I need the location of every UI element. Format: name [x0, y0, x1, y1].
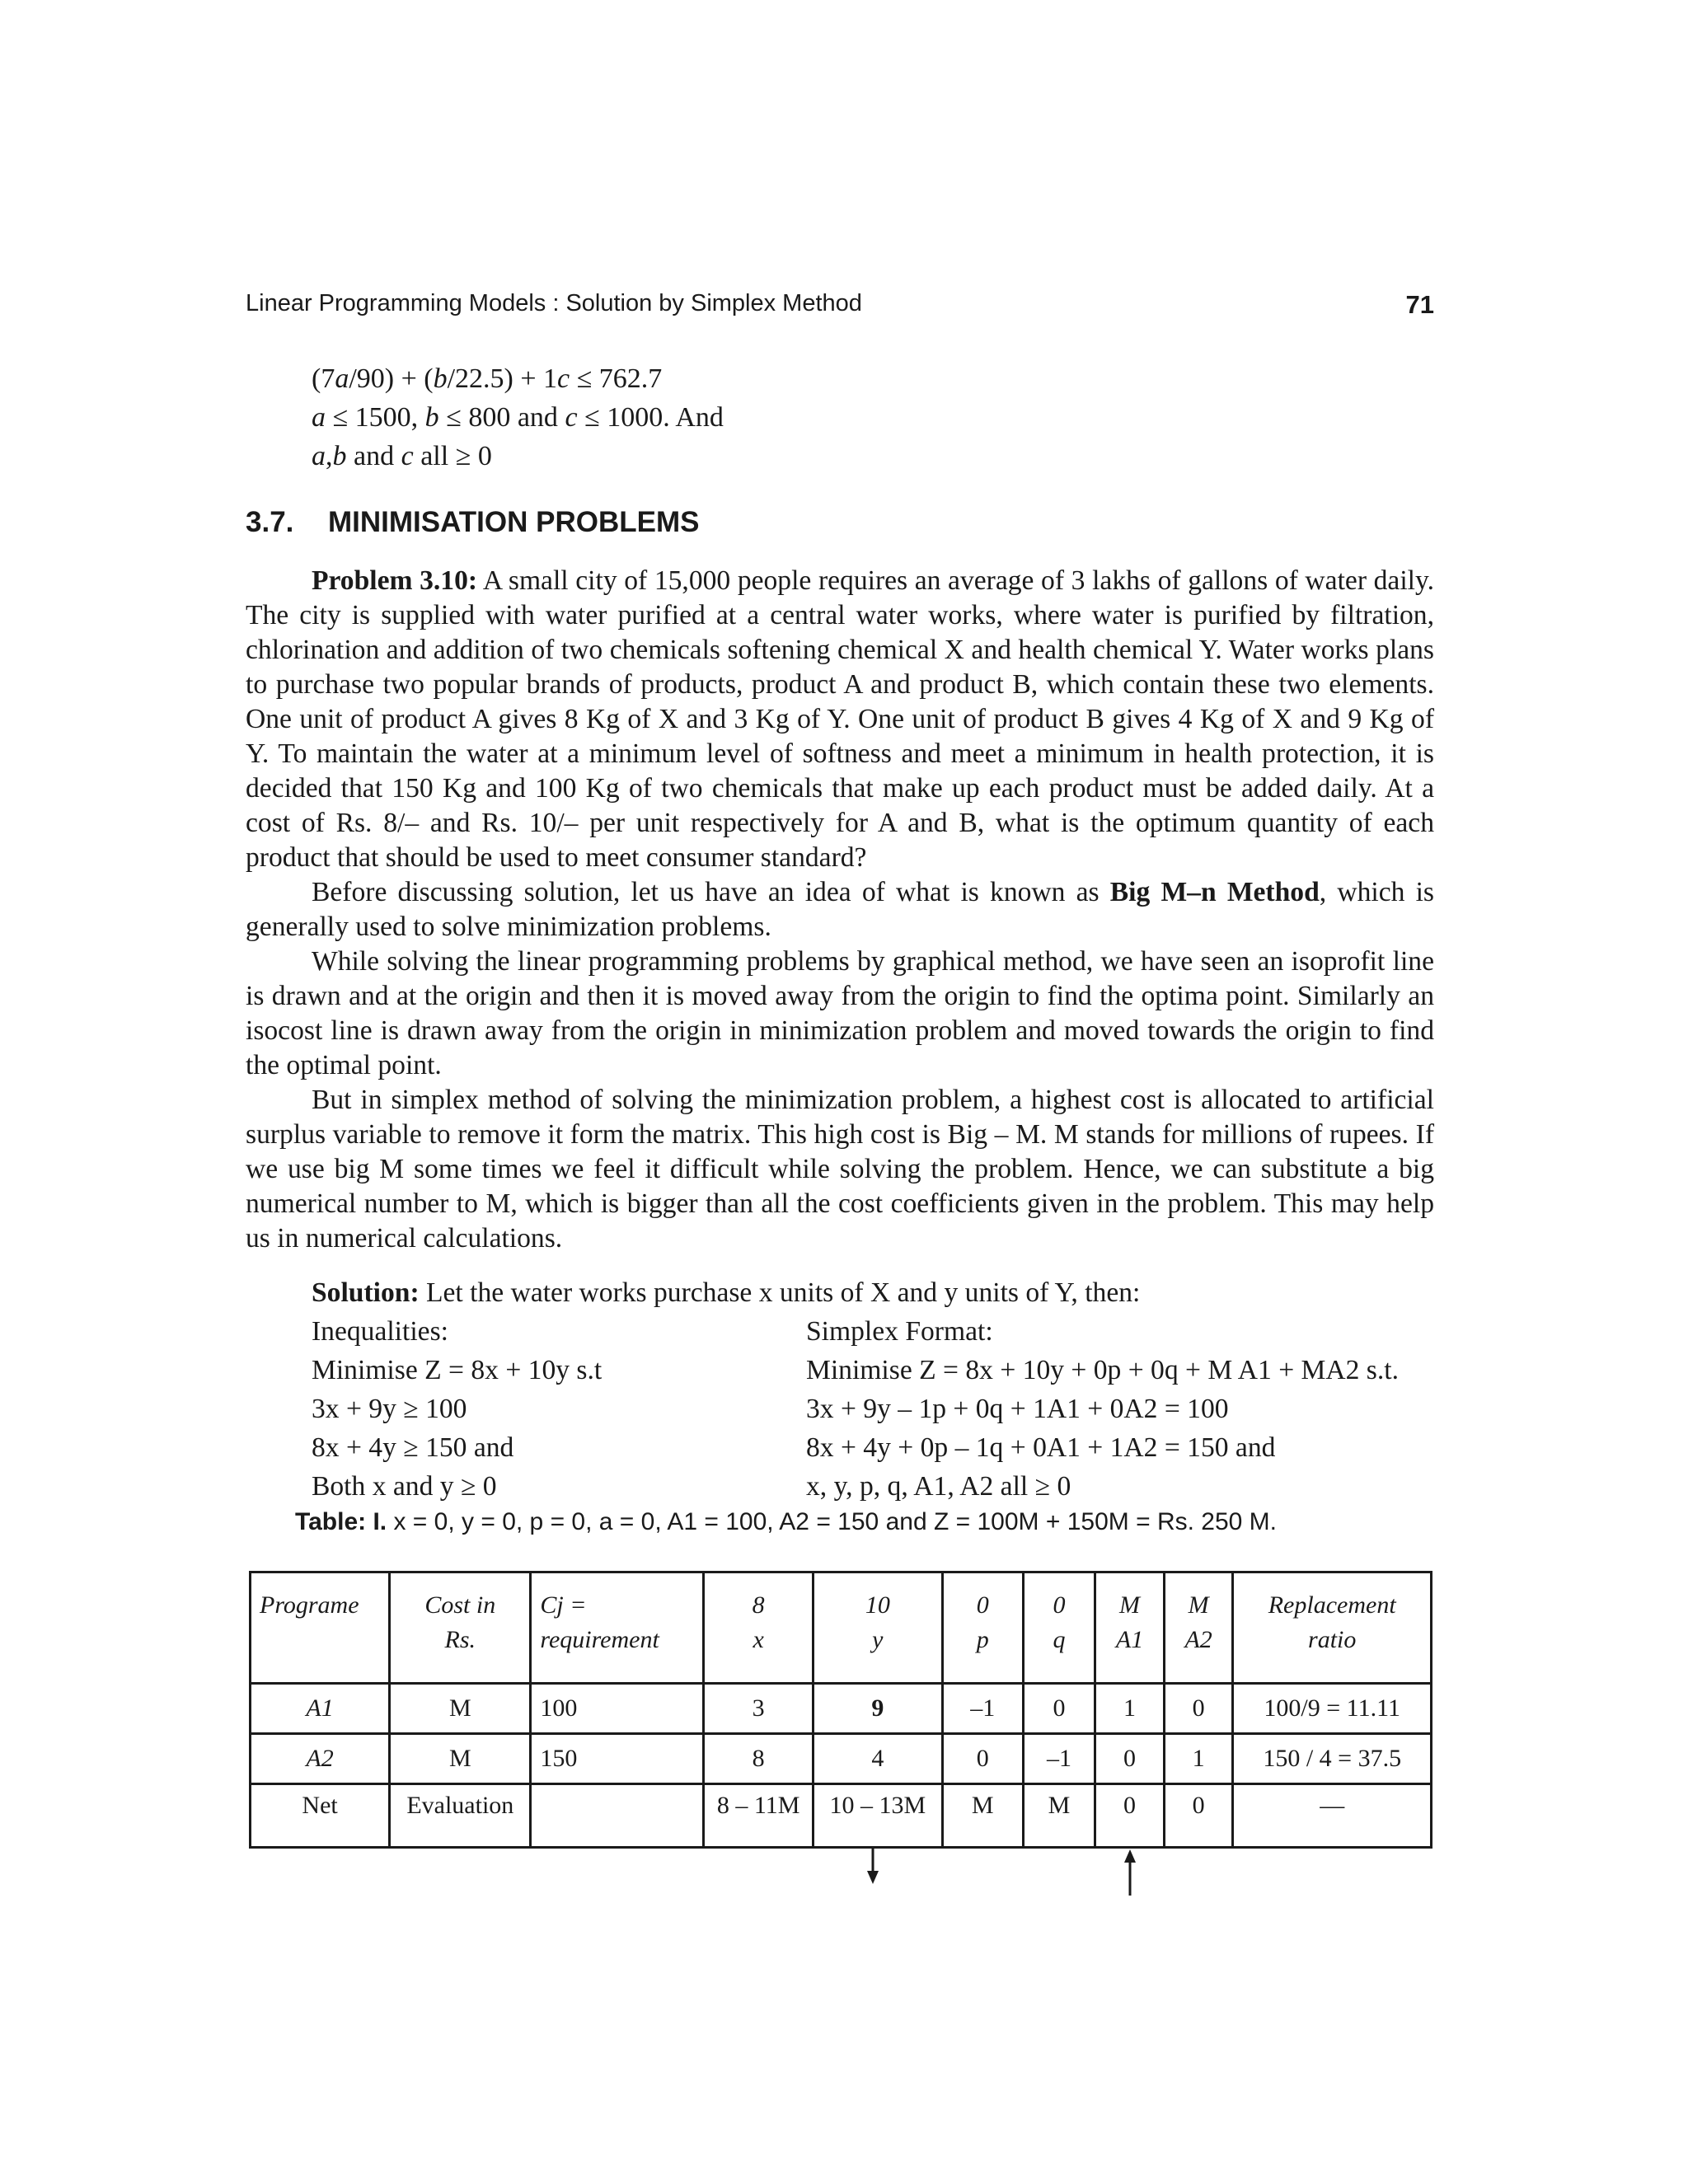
constraint-line: a ≤ 1500, b ≤ 800 and c ≤ 1000. And	[312, 402, 724, 433]
inequality-objective: Minimise Z = 8x + 10y s.t	[312, 1355, 603, 1385]
cell-net-label: Net	[251, 1784, 390, 1848]
chapter-title: Linear Programming Models : Solution by Simplex Method	[246, 290, 862, 316]
table-label: Table: I.	[295, 1508, 387, 1535]
cell-ratio: —	[1233, 1784, 1432, 1848]
net-evaluation-row	[251, 1784, 1432, 1848]
cell-requirement	[531, 1784, 704, 1848]
cell-a2: 0	[1164, 1784, 1233, 1848]
table-caption	[295, 1508, 1277, 1536]
paragraph: Before discussing solution, let us have an idea of what is known as Big M–n Method, which is generally used to solve minimization problems.	[246, 877, 1434, 942]
header-cost: Cost in Rs.	[390, 1572, 531, 1684]
cell-a1: 0	[1095, 1734, 1165, 1784]
header-p: 0 p	[942, 1572, 1023, 1684]
section-heading	[246, 506, 699, 539]
cell-q: M	[1023, 1784, 1095, 1848]
constraint-line: a,b and c all ≥ 0	[312, 441, 492, 471]
cell-y: 10 – 13M	[813, 1784, 942, 1848]
header-y: 10 y	[813, 1572, 942, 1684]
header-programme: Programe	[251, 1572, 390, 1684]
cell-cost: M	[390, 1734, 531, 1784]
inequalities-heading: Inequalities:	[312, 1316, 448, 1347]
paragraph: While solving the linear programming problems by graphical method, we have seen an isoprofit line is drawn and at the origin and then it is moved away from the origin to find the optima point. Similarly an isocost line is drawn away from the origin in minimization problem and moved towards the origin to find the optimal point.	[246, 946, 1434, 1080]
inequality-constraint: 3x + 9y ≥ 100	[312, 1394, 467, 1424]
simplex-constraint: 3x + 9y – 1p + 0q + 1A1 + 0A2 = 100	[806, 1394, 1229, 1424]
cell-programme: A1	[251, 1684, 390, 1734]
outgoing-variable-arrow-icon	[1118, 1849, 1142, 1896]
constraint-block	[312, 359, 1301, 476]
cell-p: –1	[942, 1684, 1023, 1734]
section-number: 3.7.	[246, 506, 294, 538]
body-text	[246, 564, 1434, 1256]
cell-requirement: 150	[531, 1734, 704, 1784]
header-ratio: Replacement ratio	[1233, 1572, 1432, 1684]
table-caption-text: x = 0, y = 0, p = 0, a = 0, A1 = 100, A2 = 150 and Z = 100M + 150M = Rs. 250 M.	[387, 1508, 1277, 1535]
section-title: MINIMISATION PROBLEMS	[328, 506, 700, 538]
simplex-format-heading: Simplex Format:	[806, 1316, 993, 1347]
cell-evaluation-label: Evaluation	[390, 1784, 531, 1848]
simplex-constraint: 8x + 4y + 0p – 1q + 0A1 + 1A2 = 150 and	[806, 1432, 1276, 1463]
cell-x: 3	[704, 1684, 813, 1734]
solution-label: Solution:	[312, 1277, 420, 1308]
cell-a2: 1	[1164, 1734, 1233, 1784]
table-header-row	[251, 1572, 1432, 1684]
cell-requirement: 100	[531, 1684, 704, 1734]
constraint-line: (7a/90) + (b/22.5) + 1c ≤ 762.7	[312, 363, 663, 394]
table-row	[251, 1684, 1432, 1734]
formulation	[312, 1312, 1465, 1506]
cell-ratio: 100/9 = 11.11	[1233, 1684, 1432, 1734]
cell-x: 8 – 11M	[704, 1784, 813, 1848]
cell-q: –1	[1023, 1734, 1095, 1784]
running-head	[246, 290, 1434, 326]
paragraph: But in simplex method of solving the minimization problem, a highest cost is allocated to artificial surplus variable to remove it form the matrix. This high cost is Big – M. M stands for millions of rupees. If we use big M some times we feel it difficult while solving the problem. Hence, we can substitute a big numerical number to M, which is bigger than all the cost coefficients given in the problem. This may help us in numerical calculations.	[246, 1085, 1434, 1254]
simplex-non-negativity: x, y, p, q, A1, A2 all ≥ 0	[806, 1471, 1071, 1502]
simplex-table	[249, 1571, 1432, 1849]
cell-p: 0	[942, 1734, 1023, 1784]
header-a2: M A2	[1164, 1572, 1233, 1684]
cell-q: 0	[1023, 1684, 1095, 1734]
solution-line	[312, 1273, 1140, 1312]
cell-y-key-element: 9	[813, 1684, 942, 1734]
non-negativity: Both x and y ≥ 0	[312, 1471, 497, 1502]
problem-text: A small city of 15,000 people requires an average of 3 lakhs of gallons of water daily. The city is supplied with water purified at a central water works, where water is purified by filtration, chlorination and addition of two chemicals softening chemical X and health chemical Y. Water works plans to purchase two popular brands of products, product A and product B, which contain these two elements. One unit of product A gives 8 Kg of X and 3 Kg of Y. One unit of product B gives 4 Kg of X and 9 Kg of Y. To maintain the water at a minimum level of softness and meet a minimum in health protection, it is decided that 150 Kg and 100 Kg of two chemicals that make up each product must be added daily. At a cost of Rs. 8/– and Rs. 10/– per unit respectively for A and B, what is the optimum quantity of each product that should be used to meet consumer standard?	[246, 565, 1434, 873]
problem-paragraph	[246, 564, 1434, 875]
table-row	[251, 1734, 1432, 1784]
cell-a1: 0	[1095, 1784, 1165, 1848]
solution-text: Let the water works purchase x units of X and y units of Y, then:	[419, 1277, 1141, 1308]
cell-a2: 0	[1164, 1684, 1233, 1734]
method-name: Big M–n Method	[1109, 877, 1320, 907]
header-x: 8 x	[704, 1572, 813, 1684]
page-number: 71	[1405, 290, 1434, 319]
cell-cost: M	[390, 1684, 531, 1734]
entering-variable-arrow-icon	[860, 1846, 885, 1887]
header-requirement: Cj = requirement	[531, 1572, 704, 1684]
cell-p: M	[942, 1784, 1023, 1848]
simplex-objective: Minimise Z = 8x + 10y + 0p + 0q + M A1 + MA2 s.t.	[806, 1355, 1399, 1385]
header-q: 0 q	[1023, 1572, 1095, 1684]
header-a1: M A1	[1095, 1572, 1165, 1684]
cell-ratio: 150 / 4 = 37.5	[1233, 1734, 1432, 1784]
problem-label: Problem 3.10:	[312, 565, 478, 596]
cell-programme: A2	[251, 1734, 390, 1784]
cell-y: 4	[813, 1734, 942, 1784]
inequality-constraint: 8x + 4y ≥ 150 and	[312, 1432, 514, 1463]
cell-x: 8	[704, 1734, 813, 1784]
cell-a1: 1	[1095, 1684, 1165, 1734]
